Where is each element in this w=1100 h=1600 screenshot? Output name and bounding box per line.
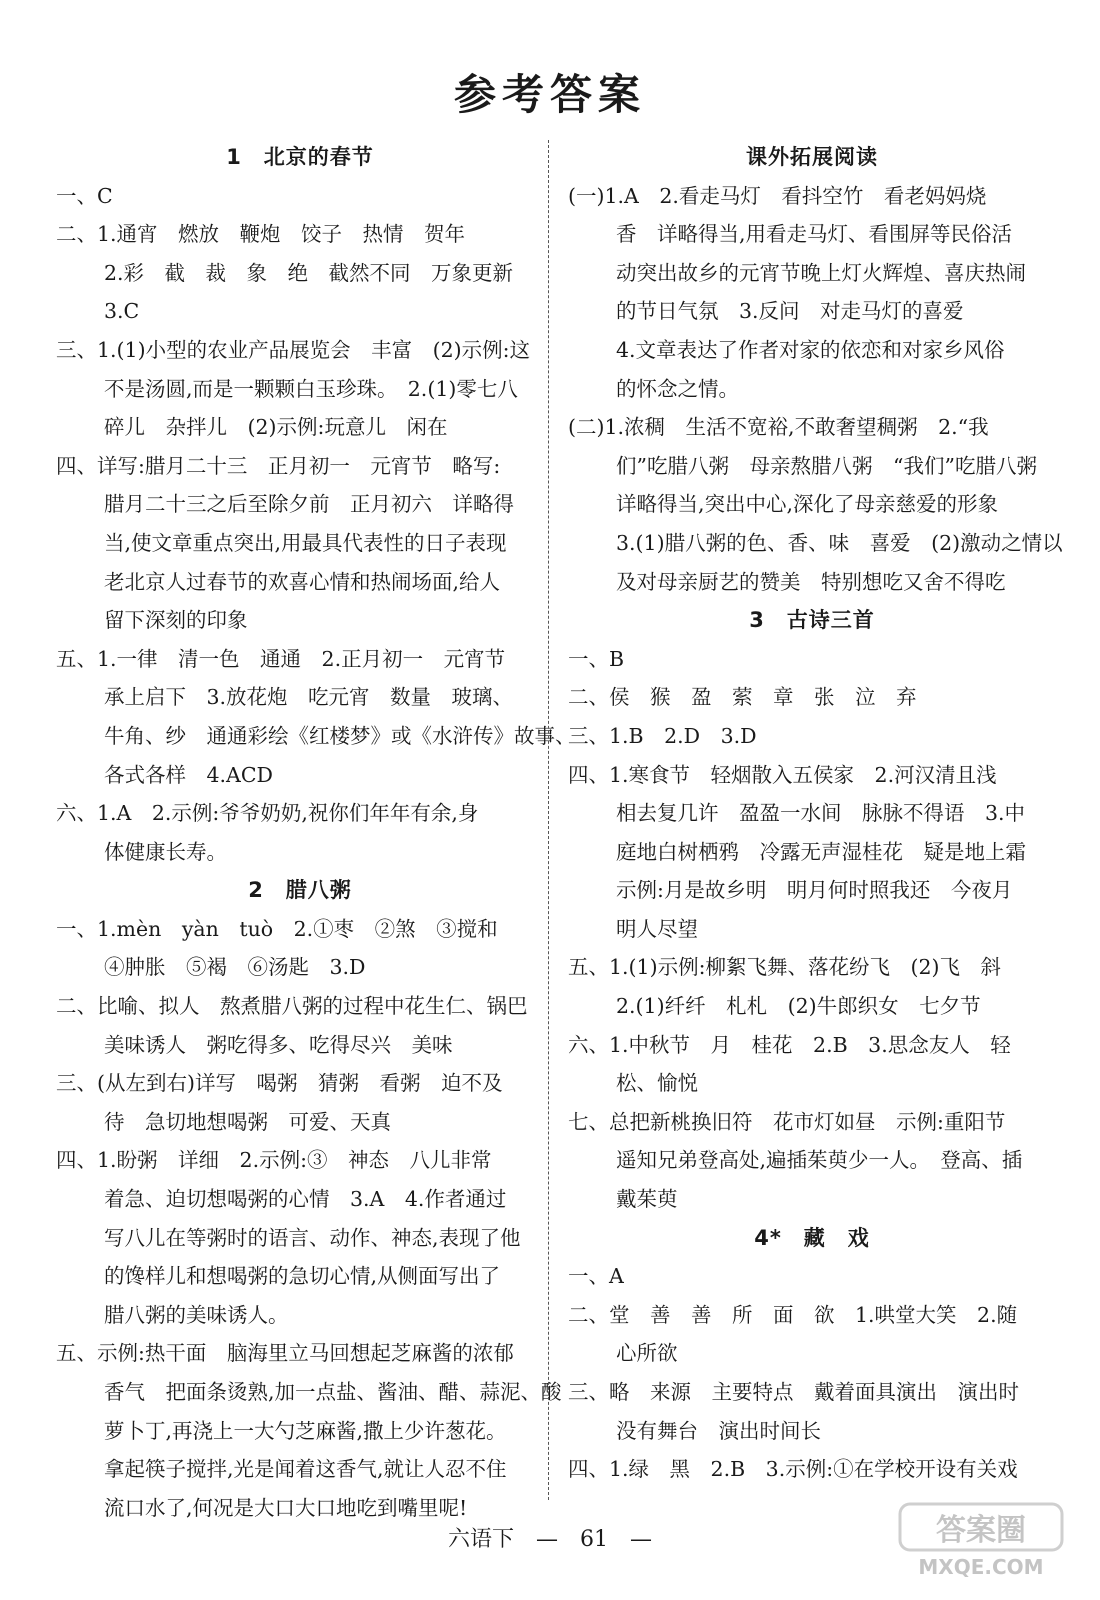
page-footer: 六语下 — 61 — <box>448 1527 652 1552</box>
page-title: 参考答案 <box>453 70 646 119</box>
answer-line: 五、1.(1)示例:柳絮飞舞、落花纷飞 (2)飞 斜 <box>568 955 1002 980</box>
answer-line-continued: 写八儿在等粥时的语言、动作、神态,表现了他 <box>104 1225 521 1250</box>
answer-line-continued: 体健康长寿。 <box>104 839 227 864</box>
answer-line: 四、1.盼粥 详细 2.示例:③ 神态 八儿非常 <box>56 1148 492 1173</box>
answer-line-continued: 示例:月是故乡明 明月何时照我还 今夜月 <box>616 878 1013 903</box>
answer-line-continued: 腊八粥的美味诱人。 <box>104 1302 289 1327</box>
watermark-logo <box>896 1500 1066 1580</box>
answer-line: 五、示例:热干面 脑海里立马回想起芝麻酱的浓郁 <box>56 1341 514 1366</box>
answer-line: 一、A <box>568 1264 624 1289</box>
answer-line: 一、B <box>568 646 625 671</box>
answer-line-continued: 没有舞台 演出时间长 <box>616 1418 821 1443</box>
answer-line: 一、C <box>56 183 113 208</box>
section-title: 3 古诗三首 <box>749 608 875 633</box>
answer-line: 二、侯 猴 盈 萦 章 张 泣 弃 <box>568 685 917 710</box>
right-column <box>568 138 1063 1489</box>
answer-line: 二、1.通宵 燃放 鞭炮 饺子 热情 贺年 <box>56 222 466 247</box>
answer-line-continued: 碎儿 杂拌儿 (2)示例:玩意儿 闲在 <box>104 415 448 440</box>
answer-line: (一)1.A 2.看走马灯 看抖空竹 看老妈妈烧 <box>568 183 987 208</box>
answer-line-continued: 3.(1)腊八粥的色、香、味 喜爱 (2)激动之情以 <box>616 530 1063 555</box>
answer-line-continued: 萝卜丁,再浇上一大勺芝麻酱,撒上少许葱花。 <box>104 1418 507 1443</box>
section-title: 1 北京的春节 <box>226 145 374 169</box>
answer-line-continued: 及对母亲厨艺的赞美 特别想吃又舍不得吃 <box>616 569 1006 594</box>
answer-line-continued: 们”吃腊八粥 母亲熬腊八粥 “我们”吃腊八粥 <box>616 453 1037 478</box>
answer-line: 六、1.A 2.示例:爷爷奶奶,祝你们年年有余,身 <box>56 801 479 826</box>
answer-line-continued: 老北京人过春节的欢喜心情和热闹场面,给人 <box>104 569 501 594</box>
answer-line-continued: 承上启下 3.放花炮 吃元宵 数量 玻璃、 <box>104 685 514 710</box>
svg-text:答案圈: 答案圈 <box>936 1513 1026 1548</box>
answer-line-continued: 腊月二十三之后至除夕前 正月初六 详略得 <box>104 492 514 517</box>
answer-line-continued: 留下深刻的印象 <box>104 608 248 633</box>
answer-line: 四、详写:腊月二十三 正月初一 元宵节 略写: <box>56 453 501 478</box>
answer-line: 五、1.一律 清一色 通通 2.正月初一 元宵节 <box>56 646 506 671</box>
answer-line-continued: 的节日气氛 3.反问 对走马灯的喜爱 <box>616 299 964 324</box>
answer-line-continued: 3.C <box>104 299 140 324</box>
answer-line: 四、1.寒食节 轻烟散入五侯家 2.河汉清且浅 <box>568 762 997 787</box>
answer-line-continued: 不是汤圆,而是一颗颗白玉珍珠。 2.(1)零七八 <box>104 376 518 401</box>
answer-line-continued: 明人尽望 <box>616 916 698 941</box>
answer-line: 三、1.(1)小型的农业产品展览会 丰富 (2)示例:这 <box>56 337 531 362</box>
answer-line-continued: 拿起筷子搅拌,光是闻着这香气,就让人忍不住 <box>104 1457 507 1482</box>
answer-line-continued: 香气 把面条烫熟,加一点盐、酱油、醋、蒜泥、酸 <box>104 1380 562 1404</box>
answer-line-continued: 的怀念之情。 <box>616 376 739 401</box>
column-divider <box>548 140 549 1500</box>
answer-line-continued: 牛角、纱 通通彩绘《红楼梦》或《水浒传》故事、 <box>104 723 576 748</box>
answer-line-continued: 美味诱人 粥吃得多、吃得尽兴 美味 <box>104 1032 453 1057</box>
answer-line-continued: ④肿胀 ⑤褐 ⑥汤匙 3.D <box>104 955 366 980</box>
answer-line-continued: 当,使文章重点突出,用最具代表性的日子表现 <box>104 530 507 555</box>
answer-line-continued: 待 急切地想喝粥 可爱、天真 <box>104 1109 391 1134</box>
section-title: 4* 藏 戏 <box>754 1225 870 1250</box>
answer-line: 六、1.中秋节 月 桂花 2.B 3.思念友人 轻 <box>568 1032 1011 1057</box>
left-column <box>56 138 576 1527</box>
answer-line-continued: 详略得当,突出中心,深化了母亲慈爱的形象 <box>616 492 999 517</box>
answer-line: 七、总把新桃换旧符 花市灯如昼 示例:重阳节 <box>568 1109 1006 1134</box>
section-title: 课外拓展阅读 <box>746 145 878 169</box>
answer-line: 三、1.B 2.D 3.D <box>568 723 757 748</box>
answer-line: 四、1.绿 黑 2.B 3.示例:①在学校开设有关戏 <box>568 1457 1018 1482</box>
answer-line-continued: 戴茱萸 <box>616 1187 678 1212</box>
answer-line: 三、(从左到右)详写 喝粥 猜粥 看粥 迫不及 <box>56 1071 503 1096</box>
answer-line: 二、比喻、拟人 熬煮腊八粥的过程中花生仁、锅巴 <box>56 994 528 1019</box>
answer-line-continued: 遥知兄弟登高处,遍插茱萸少一人。 登高、插 <box>616 1148 1023 1173</box>
answer-line-continued: 相去复几许 盈盈一水间 脉脉不得语 3.中 <box>616 801 1026 826</box>
answer-line-continued: 2.(1)纤纤 札札 (2)牛郎织女 七夕节 <box>616 994 981 1019</box>
answer-line: 一、1.mèn yàn tuò 2.①枣 ②煞 ③搅和 <box>56 916 498 941</box>
answer-line-continued: 香 详略得当,用看走马灯、看围屏等民俗活 <box>616 222 1013 247</box>
answer-line-continued: 各式各样 4.ACD <box>104 762 273 787</box>
answer-line-continued: 流口水了,何况是大口大口地吃到嘴里呢! <box>104 1495 468 1520</box>
answer-line-continued: 心所欲 <box>616 1341 678 1366</box>
answer-line-continued: 着急、迫切想喝粥的心情 3.A 4.作者通过 <box>104 1187 507 1212</box>
answer-line: (二)1.浓稠 生活不宽裕,不敢奢望稠粥 2.“我 <box>568 415 989 440</box>
answer-line-continued: 2.彩 截 裁 象 绝 截然不同 万象更新 <box>104 260 514 285</box>
answer-line-continued: 动突出故乡的元宵节晚上灯火辉煌、喜庆热闹 <box>616 260 1026 285</box>
answer-line-continued: 的馋样儿和想喝粥的急切心情,从侧面写出了 <box>104 1264 501 1289</box>
svg-text:MXQE.COM: MXQE.COM <box>918 1555 1044 1579</box>
answer-line-continued: 庭地白树栖鸦 冷露无声湿桂花 疑是地上霜 <box>616 839 1026 864</box>
answer-line: 二、堂 善 善 所 面 欲 1.哄堂大笑 2.随 <box>568 1302 1018 1327</box>
answer-line: 三、略 来源 主要特点 戴着面具演出 演出时 <box>568 1380 1019 1404</box>
answer-line-continued: 4.文章表达了作者对家的依恋和对家乡风俗 <box>616 337 1005 362</box>
answer-line-continued: 松、愉悦 <box>616 1071 698 1096</box>
section-title: 2 腊八粥 <box>248 878 352 903</box>
